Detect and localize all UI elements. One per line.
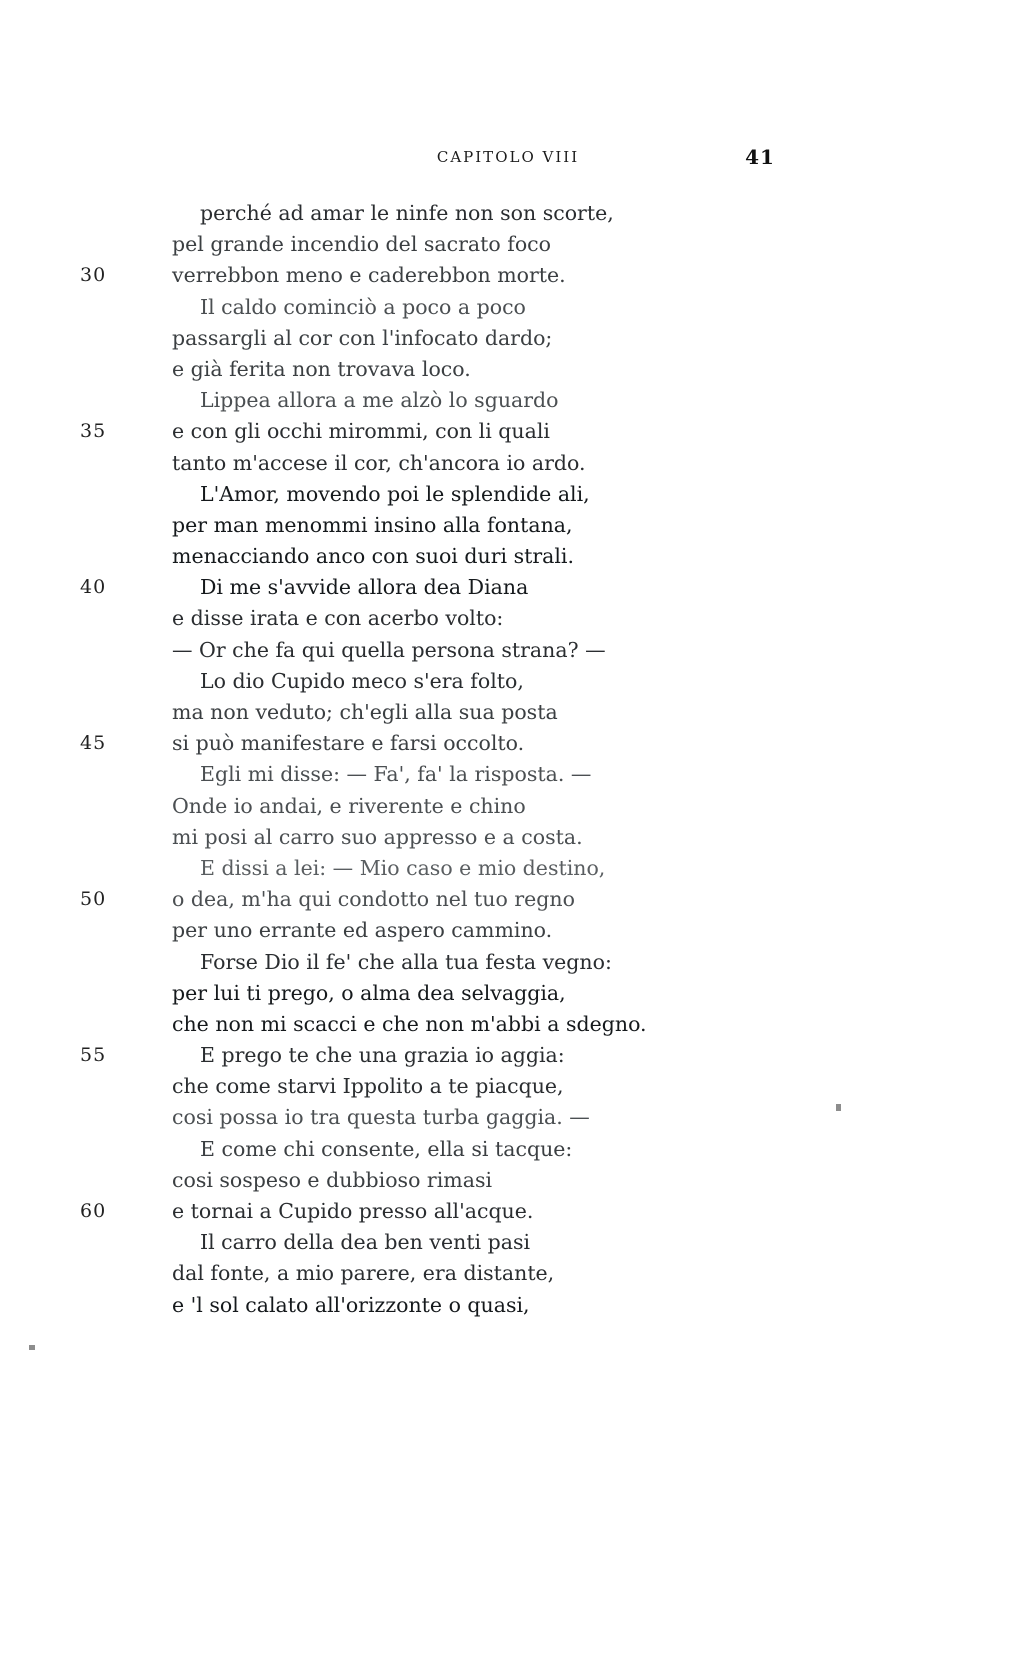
page-number: 41: [745, 145, 775, 169]
verse-line: [0, 915, 1016, 946]
verse-line: [0, 572, 1016, 603]
verse-text: menacciando anco con suoi duri strali.: [172, 544, 574, 569]
verse-line: [0, 541, 1016, 572]
verse-text: passargli al cor con l'infocato dardo;: [172, 325, 553, 350]
verse-text: Di me s'avvide allora dea Diana: [200, 575, 529, 600]
verse-text: Il caldo cominciò a poco a poco: [200, 294, 526, 319]
line-number: 40: [80, 576, 107, 599]
verse-line: [0, 1227, 1016, 1258]
verse-line: [0, 1134, 1016, 1165]
verse-line: [0, 759, 1016, 790]
verse-line: [0, 1165, 1016, 1196]
verse-line: [0, 1009, 1016, 1040]
verse-line: [0, 229, 1016, 260]
verse-text: tanto m'accese il cor, ch'ancora io ardo.: [172, 450, 586, 475]
verse-text: Lippea allora a me alzò lo sguardo: [200, 388, 559, 413]
verse-line: [0, 947, 1016, 978]
verse-text: Forse Dio il fe' che alla tua festa vegno:: [200, 949, 612, 974]
verse-line: [0, 728, 1016, 759]
verse-line: [0, 416, 1016, 447]
line-number: 50: [80, 888, 107, 911]
verse-text: E prego te che una grazia io aggia:: [200, 1043, 565, 1068]
verse-text: perché ad amar le ninfe non son scorte,: [200, 201, 614, 225]
verse-text: E dissi a lei: — Mio caso e mio destino,: [200, 855, 606, 880]
verse-text: per lui ti prego, o alma dea selvaggia,: [172, 980, 566, 1005]
verse-line: [0, 1071, 1016, 1102]
verse-text: e con gli occhi mirommi, con li quali: [172, 419, 550, 444]
verse-line: [0, 853, 1016, 884]
line-number: 55: [80, 1044, 107, 1067]
verse-text: ma non veduto; ch'egli alla sua posta: [172, 700, 558, 724]
line-number: 60: [80, 1200, 107, 1222]
verse-line: [0, 1290, 1016, 1321]
poem-body: [0, 198, 1016, 1321]
verse-text: cosi sospeso e dubbioso rimasi: [172, 1167, 493, 1192]
verse-line: [0, 354, 1016, 385]
verse-line: [0, 510, 1016, 541]
running-head: CAPITOLO VIII: [436, 148, 580, 166]
verse-text: Egli mi disse: — Fa', fa' la risposta. —: [200, 762, 592, 787]
verse-line: [0, 323, 1016, 354]
verse-text: verrebbon meno e caderebbon morte.: [172, 263, 566, 288]
verse-line: [0, 822, 1016, 853]
verse-text: che non mi scacci e che non m'abbi a sdegno.: [172, 1011, 647, 1036]
verse-line: [0, 603, 1016, 634]
verse-text: per man menommi insino alla fontana,: [172, 512, 573, 537]
line-number: 30: [80, 264, 107, 287]
verse-line: [0, 385, 1016, 416]
verse-line: [0, 697, 1016, 728]
verse-text: o dea, m'ha qui condotto nel tuo regno: [172, 887, 575, 912]
verse-text: — Or che fa qui quella persona strana? —: [172, 637, 606, 662]
verse-line: [0, 198, 1016, 229]
verse-text: che come starvi Ippolito a te piacque,: [172, 1074, 564, 1099]
verse-text: Lo dio Cupido meco s'era folto,: [200, 668, 524, 693]
verse-line: [0, 260, 1016, 291]
verse-text: e 'l sol calato all'orizzonte o quasi,: [172, 1292, 530, 1317]
verse-text: Il carro della dea ben venti pasi: [200, 1230, 531, 1255]
verse-text: si può manifestare e farsi occolto.: [172, 731, 525, 756]
verse-line: [0, 1258, 1016, 1289]
verse-line: [0, 292, 1016, 323]
verse-text: dal fonte, a mio parere, era distante,: [172, 1261, 555, 1286]
verse-text: mi posi al carro suo appresso e a costa.: [172, 824, 583, 849]
verse-text: E come chi consente, ella si tacque:: [200, 1136, 573, 1161]
verse-line: [0, 978, 1016, 1009]
line-number: 35: [80, 420, 107, 443]
paper-speck: [29, 1345, 35, 1350]
verse-line: [0, 1040, 1016, 1071]
verse-line: [0, 666, 1016, 697]
verse-text: e già ferita non trovava loco.: [172, 356, 471, 381]
verse-text: pel grande incendio del sacrato foco: [172, 232, 551, 257]
verse-line: [0, 791, 1016, 822]
verse-text: L'Amor, movendo poi le splendide ali,: [200, 481, 590, 506]
verse-text: per uno errante ed aspero cammino.: [172, 918, 553, 943]
verse-line: [0, 448, 1016, 479]
line-number: 45: [80, 732, 107, 755]
verse-line: [0, 1196, 1016, 1227]
verse-line: [0, 479, 1016, 510]
verse-line: [0, 1102, 1016, 1133]
verse-text: cosi possa io tra questa turba gaggia. —: [172, 1105, 590, 1130]
verse-text: e disse irata e con acerbo volto:: [172, 606, 504, 631]
paper-speck: [836, 1104, 841, 1111]
verse-line: [0, 884, 1016, 915]
verse-text: Onde io andai, e riverente e chino: [172, 793, 526, 818]
verse-line: [0, 635, 1016, 666]
verse-text: e tornai a Cupido presso all'acque.: [172, 1199, 534, 1223]
